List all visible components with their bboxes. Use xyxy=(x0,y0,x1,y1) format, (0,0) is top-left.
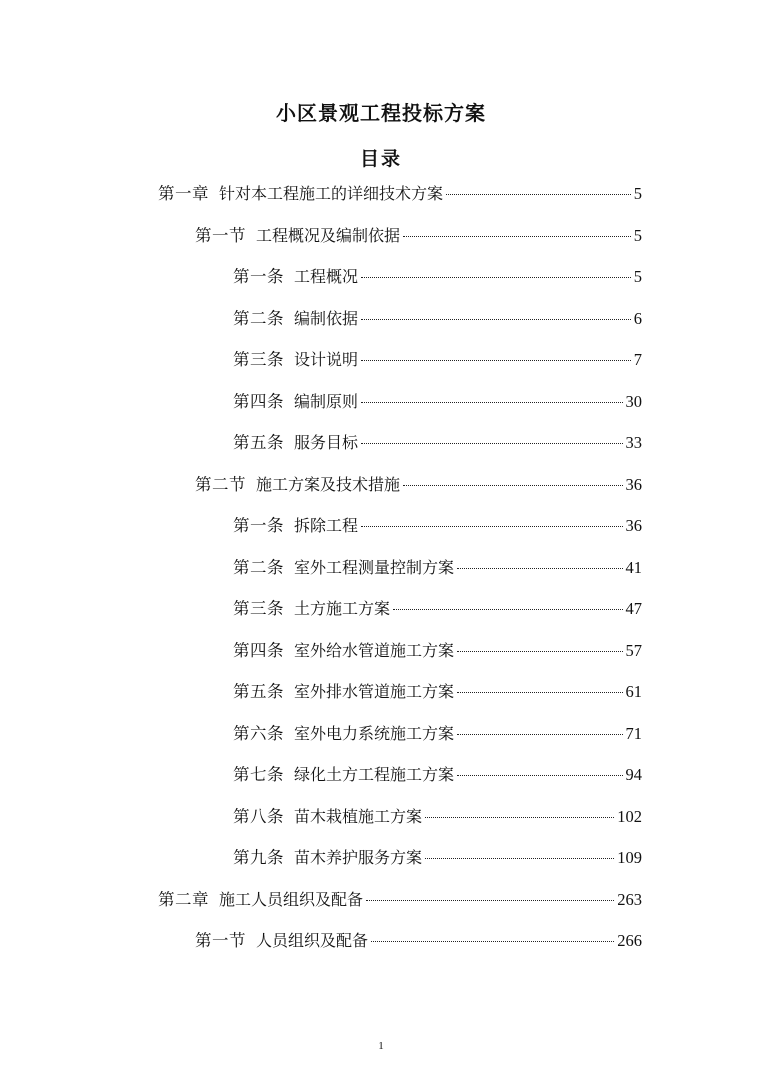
toc-entry-page: 5 xyxy=(633,267,642,286)
toc-entry[interactable] xyxy=(233,639,642,663)
toc-entry[interactable] xyxy=(158,888,642,912)
toc-entry-page: 94 xyxy=(625,765,642,784)
toc-entry-page: 36 xyxy=(625,516,642,535)
toc-entry[interactable] xyxy=(233,680,642,704)
toc-dot-leader xyxy=(425,858,614,859)
toc-entry-title: 土方施工方案 xyxy=(294,599,391,618)
toc-entry-title: 室外排水管道施工方案 xyxy=(294,682,455,701)
toc-entry-page: 61 xyxy=(625,682,642,701)
toc-entry-title: 施工方案及技术措施 xyxy=(256,474,401,494)
toc-entry-title: 施工人员组织及配备 xyxy=(219,889,364,909)
toc-entry[interactable] xyxy=(233,514,642,538)
toc-entry[interactable] xyxy=(195,929,642,953)
toc-entry[interactable] xyxy=(195,224,642,248)
toc-dot-leader xyxy=(425,817,614,818)
toc-dot-leader xyxy=(361,360,631,361)
toc-dot-leader xyxy=(361,443,622,444)
toc-dot-leader xyxy=(403,236,631,237)
toc-entry-page: 5 xyxy=(633,225,642,245)
toc-entry-title: 拆除工程 xyxy=(294,516,359,535)
toc-entry-page: 30 xyxy=(625,391,642,411)
toc-dot-leader xyxy=(403,485,622,486)
toc-entry-title: 人员组织及配备 xyxy=(256,931,369,950)
toc-entry[interactable] xyxy=(233,805,642,829)
toc-entry[interactable] xyxy=(158,182,642,206)
toc-entry-title: 编制依据 xyxy=(294,308,359,328)
page-number: 1 xyxy=(378,1040,384,1052)
toc-entry-number: 第五条 xyxy=(233,433,284,452)
toc-entry-number: 第一章 xyxy=(158,184,209,203)
toc-dot-leader xyxy=(446,194,631,195)
toc-entry-number: 第二章 xyxy=(158,889,209,909)
toc-dot-leader xyxy=(457,651,622,652)
toc-dot-leader xyxy=(371,941,614,942)
toc-entry-page: 47 xyxy=(625,599,642,618)
toc-dot-leader xyxy=(457,775,622,776)
toc-entry-page: 33 xyxy=(625,433,642,452)
toc-entry-page: 266 xyxy=(617,931,642,950)
toc-entry-number: 第一节 xyxy=(195,225,246,245)
toc-entry-number: 第三条 xyxy=(233,599,284,618)
toc-entry-number: 第八条 xyxy=(233,806,284,826)
toc-entry-title: 编制原则 xyxy=(294,391,359,411)
toc-entry-number: 第二条 xyxy=(233,308,284,328)
toc-entry-title: 设计说明 xyxy=(294,350,359,369)
toc-entry[interactable] xyxy=(233,265,642,289)
toc-entry[interactable] xyxy=(233,556,642,580)
toc-dot-leader xyxy=(393,609,622,610)
toc-dot-leader xyxy=(457,568,622,569)
toc-entry[interactable] xyxy=(233,597,642,621)
toc-entry-number: 第二条 xyxy=(233,557,284,577)
toc-entry-page: 109 xyxy=(617,848,642,867)
toc-entry-number: 第六条 xyxy=(233,723,284,743)
toc-entry-page: 36 xyxy=(625,474,642,494)
toc-entry[interactable] xyxy=(233,307,642,331)
toc-entry-title: 室外给水管道施工方案 xyxy=(294,640,455,660)
toc-entry-title: 工程概况 xyxy=(294,267,359,286)
toc-entry-title: 室外电力系统施工方案 xyxy=(294,723,455,743)
toc-dot-leader xyxy=(361,402,622,403)
toc-entry-number: 第二节 xyxy=(195,474,246,494)
toc-dot-leader xyxy=(366,900,614,901)
toc-entry-title: 苗木养护服务方案 xyxy=(294,848,423,867)
toc-entry-number: 第一条 xyxy=(233,267,284,286)
toc-entry-number: 第三条 xyxy=(233,350,284,369)
toc-dot-leader xyxy=(361,319,631,320)
toc-entry[interactable] xyxy=(233,431,642,455)
toc-entry-title: 针对本工程施工的详细技术方案 xyxy=(219,184,444,203)
toc-entry-number: 第九条 xyxy=(233,848,284,867)
toc-heading: 目录 xyxy=(359,148,402,170)
toc-entry-page: 7 xyxy=(633,350,642,369)
toc-entry[interactable] xyxy=(195,473,642,497)
toc-dot-leader xyxy=(457,734,622,735)
toc-entry-title: 服务目标 xyxy=(294,433,359,452)
toc-entry-title: 室外工程测量控制方案 xyxy=(294,557,455,577)
document-title: 小区景观工程投标方案 xyxy=(276,101,486,125)
toc-entry-number: 第七条 xyxy=(233,765,284,784)
toc-entry-number: 第五条 xyxy=(233,682,284,701)
toc-entry-page: 102 xyxy=(617,806,642,826)
toc-entry-page: 5 xyxy=(633,184,642,203)
toc-entry-title: 苗木栽植施工方案 xyxy=(294,806,423,826)
toc-entry[interactable] xyxy=(233,390,642,414)
toc-entry[interactable] xyxy=(233,348,642,372)
toc-entry-number: 第四条 xyxy=(233,391,284,411)
toc-entry[interactable] xyxy=(233,763,642,787)
toc-entry-title: 绿化土方工程施工方案 xyxy=(294,765,455,784)
toc-dot-leader xyxy=(361,277,631,278)
toc-entry-page: 6 xyxy=(633,308,642,328)
toc-entry[interactable] xyxy=(233,722,642,746)
toc-entry-title: 工程概况及编制依据 xyxy=(256,225,401,245)
toc-dot-leader xyxy=(457,692,622,693)
toc-entry-number: 第一条 xyxy=(233,516,284,535)
toc-entry-page: 41 xyxy=(625,557,642,577)
toc-entry[interactable] xyxy=(233,846,642,870)
toc-entry-number: 第一节 xyxy=(195,931,246,950)
toc-entry-page: 57 xyxy=(625,640,642,660)
toc-entry-page: 71 xyxy=(625,723,642,743)
toc-entry-number: 第四条 xyxy=(233,640,284,660)
toc-dot-leader xyxy=(361,526,622,527)
toc-entry-page: 263 xyxy=(617,889,642,909)
